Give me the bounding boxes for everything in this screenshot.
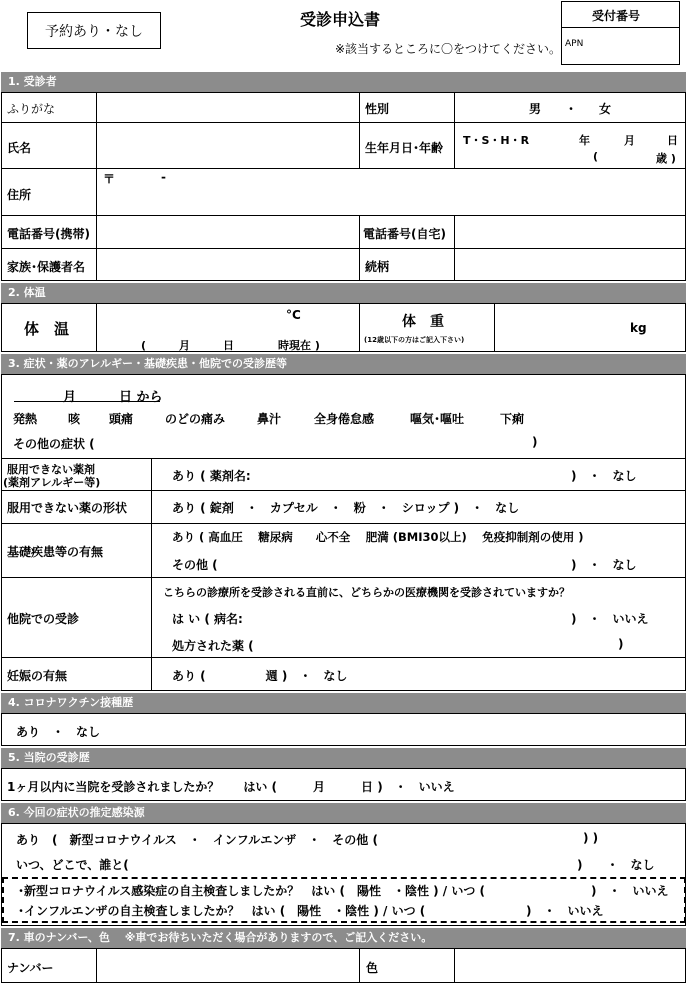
self-test-flu[interactable]: ･インフルエンザの自主検査しましたか？ はい ( 陽性 ・陰性 ) / いつ ( xyxy=(18,904,426,918)
sex-separator: ・ xyxy=(565,102,578,116)
s3-row-line xyxy=(1,577,686,578)
age-close: 歳 ) xyxy=(656,152,676,165)
prescribed-close: ) xyxy=(618,637,624,651)
s7-col-line xyxy=(96,948,97,983)
s7-col-line xyxy=(359,948,360,983)
name-label: 氏名 xyxy=(7,141,32,155)
section-7-header: 7. 車のナンバー、色 ※車でお待ちいただく場合がありますので、ご記入ください。 xyxy=(1,928,686,948)
s3-row-line xyxy=(1,657,686,658)
onset-day: 日 から xyxy=(119,390,163,405)
other-clinic-question: こちらの診療所を受診される直前に、どちらかの医療機関を受診されていますか？ xyxy=(163,586,570,599)
pregnancy-options[interactable]: あり ( 週 ) ・ なし xyxy=(172,669,348,683)
disease-other-end[interactable]: ) ・ なし xyxy=(571,558,637,572)
allergy-label-line1: 服用できない薬剤 xyxy=(7,463,95,476)
drug-form-label: 服用できない薬の形状 xyxy=(7,501,128,515)
s3-row-line xyxy=(1,458,686,459)
s3-row-line xyxy=(1,490,686,491)
receipt-prefix: APN xyxy=(565,39,584,49)
age-open: ( xyxy=(593,150,599,163)
disease-label: 基礎疾患等の有無 xyxy=(7,545,104,559)
section-6-header: 6. 今回の症状の推定感染源 xyxy=(1,803,686,823)
other-clinic-disease-input[interactable] xyxy=(265,606,565,626)
car-number-label: ナンバー xyxy=(7,961,54,975)
disease-options[interactable]: あり ( 高血圧 糖尿病 心不全 肥満 (BMI30以上) 免疫抑制剤の使用 ) xyxy=(172,530,584,544)
weight-note: (12歳以下の方はご記入下さい) xyxy=(364,336,465,344)
s3-col-line xyxy=(151,458,152,691)
disease-other: その他 ( xyxy=(172,558,218,572)
relation-label: 続柄 xyxy=(365,260,390,274)
other-clinic-yes: は い ( 病名: xyxy=(172,612,243,626)
infection-source-line2: いつ、どこで、誰と( xyxy=(16,858,129,872)
sex-male[interactable]: 男 xyxy=(529,102,542,116)
self-test-covid[interactable]: ･新型コロナウイルス感染症の自主検査しましたか？ はい ( 陽性 ・陰性 ) / いつ ( xyxy=(18,884,486,898)
birth-year: 年 xyxy=(579,134,590,147)
receipt-label: 受付番号 xyxy=(592,9,641,23)
car-color-input[interactable] xyxy=(456,950,684,981)
s2-col-line xyxy=(359,303,360,352)
s7-col-line xyxy=(454,948,455,983)
guardian-input[interactable] xyxy=(98,250,357,280)
sex-female[interactable]: 女 xyxy=(599,102,612,116)
furigana-input[interactable] xyxy=(98,94,357,121)
s1-col-line xyxy=(359,92,360,168)
form-title: 受診申込書 xyxy=(300,10,381,29)
weight-unit: kg xyxy=(630,321,647,335)
car-color-label: 色 xyxy=(366,961,379,975)
s1-col-line xyxy=(454,92,455,168)
onset-date-input[interactable] xyxy=(14,385,160,402)
infection-source-input[interactable] xyxy=(128,853,572,873)
guardian-label: 家族･保護者名 xyxy=(7,260,86,274)
self-test-covid-end[interactable]: ) ・ いいえ xyxy=(591,884,669,898)
allergy-drug-input[interactable] xyxy=(265,463,565,485)
other-symptom-close: ) xyxy=(532,435,538,449)
symptom-fever[interactable]: 発熱 xyxy=(13,412,38,426)
allergy-label-line2: (薬剤アレルギー等) xyxy=(3,476,101,489)
s1-row-line xyxy=(1,168,686,169)
other-clinic-label: 他院での受診 xyxy=(7,612,80,626)
temperature-label: 体 温 xyxy=(24,320,70,338)
symptom-runny-nose[interactable]: 鼻汁 xyxy=(257,412,282,426)
section-5-header: 5. 当院の受診歴 xyxy=(1,748,686,768)
s3-row-line xyxy=(1,523,686,524)
receipt-divider xyxy=(561,27,680,28)
vaccine-options[interactable]: あり ・ なし xyxy=(16,725,101,739)
sex-label: 性別 xyxy=(365,102,390,116)
name-input[interactable] xyxy=(98,124,357,167)
birth-month: 月 xyxy=(624,134,635,147)
s1-col-line xyxy=(359,215,360,281)
symptom-cough[interactable]: 咳 xyxy=(68,412,81,426)
weight-label: 体 重 xyxy=(402,314,444,330)
prescribed-label: 処方された薬 ( xyxy=(172,639,254,653)
address-label: 住所 xyxy=(7,188,32,202)
s1-row-line xyxy=(1,122,686,123)
birth-era[interactable]: T・S・H・R xyxy=(463,134,530,147)
allergy-text: あり ( 薬剤名: xyxy=(172,469,251,483)
s1-col-line xyxy=(96,92,97,281)
symptom-fatigue[interactable]: 全身倦怠感 xyxy=(314,412,375,426)
pregnancy-label: 妊娠の有無 xyxy=(7,669,68,683)
home-phone-input[interactable] xyxy=(456,217,684,247)
postal-mark: 〒 xyxy=(103,172,116,186)
address-input[interactable] xyxy=(98,170,684,214)
mobile-phone-input[interactable] xyxy=(98,217,357,247)
self-test-flu-end[interactable]: ) ・ いいえ xyxy=(526,904,604,918)
weight-input[interactable] xyxy=(496,305,626,350)
disease-other-input[interactable] xyxy=(232,553,565,573)
section-4-table xyxy=(1,713,686,746)
section-4-header: 4. コロナワクチン接種歴 xyxy=(1,693,686,713)
section-3-header: 3. 症状・薬のアレルギー・基礎疾患・他院での受診歴等 xyxy=(1,354,686,374)
symptom-nausea[interactable]: 嘔気･嘔吐 xyxy=(410,412,465,426)
other-symptom-input[interactable] xyxy=(112,433,528,451)
infection-source-line1[interactable]: あり ( 新型コロナウイルス ・ インフルエンザ ・ その他 ( xyxy=(16,833,378,847)
section-2-header: 2. 体温 xyxy=(1,283,686,303)
instruction-text: ※該当するところに〇をつけてください。 xyxy=(335,42,562,56)
home-phone-label: 電話番号(自宅) xyxy=(363,227,446,241)
visit-history-question[interactable]: 1ヶ月以内に当院を受診されましたか？ はい ( 月 日 ) ・ いいえ xyxy=(7,780,455,794)
birth-day: 日 xyxy=(667,134,678,147)
reservation-label: 予約あり・なし xyxy=(45,24,143,40)
onset-month: 月 xyxy=(63,390,77,405)
symptom-diarrhea[interactable]: 下痢 xyxy=(500,412,525,426)
s1-row-line xyxy=(1,248,686,249)
temperature-time: ( 月 日 時現在 ) xyxy=(141,339,320,352)
temperature-unit: °C xyxy=(286,308,301,322)
temperature-input[interactable] xyxy=(98,305,357,335)
section-1-header: 1. 受診者 xyxy=(1,72,686,92)
furigana-label: ふりがな xyxy=(7,102,56,116)
infection-source-line2-end[interactable]: ) ・ なし xyxy=(577,858,655,872)
prescribed-input[interactable] xyxy=(262,633,612,653)
mobile-phone-label: 電話番号(携帯) xyxy=(7,227,90,241)
car-number-input[interactable] xyxy=(98,950,357,981)
s2-col-line xyxy=(494,303,495,352)
s2-col-line xyxy=(96,303,97,352)
relation-input[interactable] xyxy=(456,250,684,280)
drug-form-options[interactable]: あり ( 錠剤 ・ カプセル ・ 粉 ・ シロップ ) ・ なし xyxy=(172,501,520,515)
other-clinic-end[interactable]: ) ・ いいえ xyxy=(571,612,649,626)
other-symptom-label: その他の症状 ( xyxy=(13,437,95,451)
postal-dash: - xyxy=(161,170,166,184)
symptom-headache[interactable]: 頭痛 xyxy=(109,412,134,426)
s1-row-line xyxy=(1,215,686,216)
s1-col-line xyxy=(454,215,455,281)
symptom-sore-throat[interactable]: のどの痛み xyxy=(165,412,226,426)
allergy-end[interactable]: ) ・ なし xyxy=(571,469,637,483)
birth-label: 生年月日･年齢 xyxy=(365,141,444,155)
infection-source-line1-end: ) ) xyxy=(583,831,599,845)
